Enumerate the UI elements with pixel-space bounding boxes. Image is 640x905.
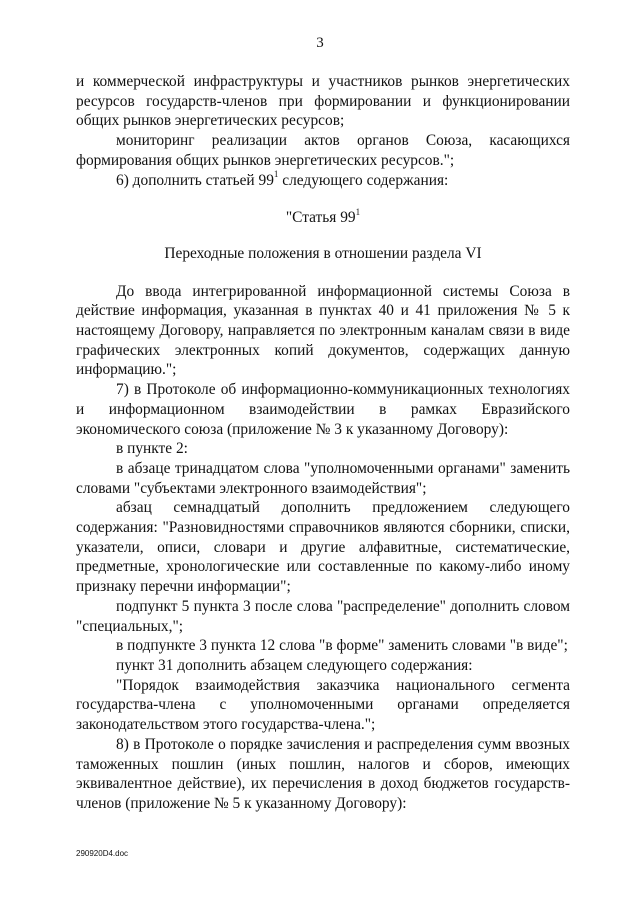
document-body	[76, 72, 570, 814]
paragraph-quote: "Порядок взаимодействия заказчика национального сегмента государства-члена с уполномоченными органами определяется законодательством этого государства-члена.";	[76, 676, 570, 734]
paragraph-item-8: 8) в Протоколе о порядке зачисления и распределения сумм ввозных таможенных пошлин (иных пошлин, налогов и сборов, имеющих эквивалентное действие), их перечисления в доход бюджетов государств-членов (приложение № 5 к указанному Договору):	[76, 735, 570, 812]
paragraph: абзац семнадцатый дополнить предложением следующего содержания: "Разновидностями справочников являются сборники, списки, указатели, описи, словари и другие алфавитные, систематические, предметные, хронологические или составленные по какому-либо иному признаку перечни информации";	[76, 499, 570, 596]
paragraph: подпункт 5 пункта 3 после слова "распределение" дополнить словом "специальных,";	[76, 597, 570, 635]
item6-text: 6) дополнить статьей 99	[116, 171, 274, 189]
paragraph: в пункте 2:	[116, 440, 188, 458]
item6-superscript: 1	[273, 169, 279, 180]
page-number: 3	[316, 35, 324, 51]
article-title-superscript: 1	[355, 207, 361, 218]
paragraph-item-6	[76, 171, 570, 191]
article-subtitle: Переходные положения в отношении раздела VI	[164, 244, 482, 262]
paragraph: пункт 31 дополнить абзацем следующего содержания:	[116, 656, 473, 674]
paragraph: и коммерческой инфраструктуры и участников рынков энергетических ресурсов государств-членов при формировании и функционировании общих рынков энергетических ресурсов;	[76, 73, 570, 130]
paragraph: До ввода интегрированной информационной системы Союза в действие информация, указанная в пунктах 40 и 41 приложения № 5 к настоящему Договору, направляется по электронным каналам связи в виде графических электронных копий документов, содержащих данную информацию.";	[76, 282, 570, 379]
paragraph: в подпункте 3 пункта 12 слова "в форме" заменить словами "в виде";	[116, 637, 568, 655]
article-title: "Статья $99^1$	[285, 207, 361, 227]
paragraph-item-7: 7) в Протоколе об информационно-коммуникационных технологиях и информационном взаимодействии в рамках Евразийского экономического союза (приложение № 3 к указанному Договору):	[76, 381, 570, 438]
paragraph: мониторинг реализации актов органов Союза, касающихся формирования общих рынков энергетических ресурсов.";	[76, 132, 570, 169]
item6-text-end: следующего содержания:	[278, 171, 449, 189]
file-name-footer: 290920D4.doc	[76, 849, 129, 858]
paragraph: в абзаце тринадцатом слова "уполномоченными органами" заменить словами "субъектами электронного взаимодействия";	[76, 459, 570, 497]
